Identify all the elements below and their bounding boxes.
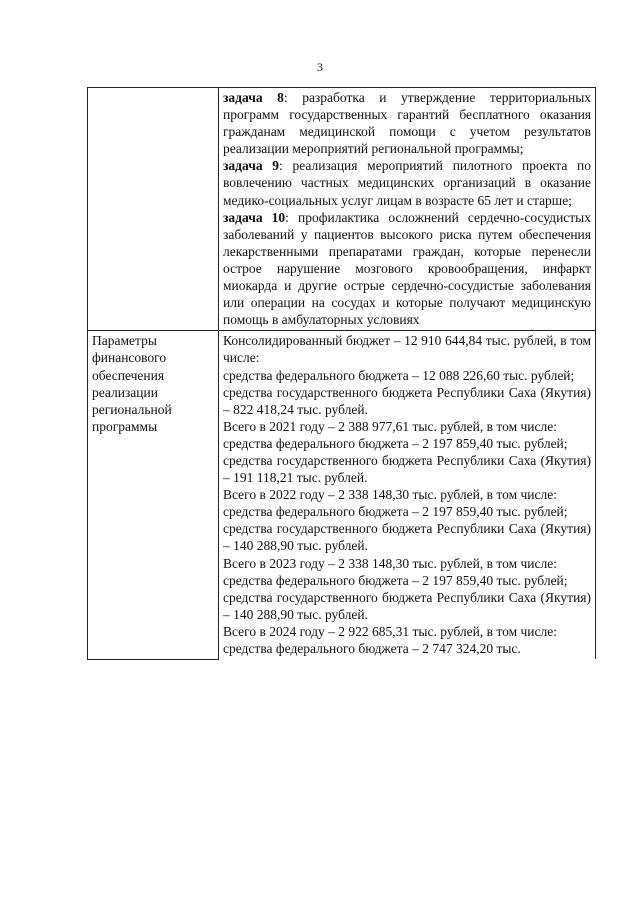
financing-line: Всего в 2022 году – 2 338 148,30 тыс. рублей, в том числе: <box>223 487 557 503</box>
task-10-paragraph <box>223 209 591 329</box>
financing-line: Всего в 2021 году – 2 388 977,61 тыс. рублей, в том числе: <box>223 418 557 434</box>
tasks-row-label-cell <box>88 88 219 331</box>
financing-label: Параметры финансового обеспечения реализации региональной программы <box>88 331 219 659</box>
financing-line: средства федерального бюджета – 2 197 859,40 тыс. рублей; <box>223 435 568 451</box>
financing-line: средства государственного бюджета Республики Саха (Якутия) – 140 288,90 тыс. рублей. <box>223 521 591 554</box>
task-9-title: задача 9 <box>223 158 280 174</box>
task-10-text: : профилактика осложнений сердечно-сосудистых заболеваний у пациентов высокого риска путем обеспечения лекарственными препаратами граждан, которые перенесли острое нарушение мозгового кровообращения, инфаркт миокарда и другие острые сердечно-сосудистые заболевания или операции на сосудах и которые получают медицинскую помощь в амбулаторных условиях <box>223 209 592 328</box>
task-8-title: задача 8 <box>223 90 284 105</box>
task-8-paragraph <box>223 89 591 157</box>
financing-line: Всего в 2024 году – 2 922 685,31 тыс. рублей, в том числе: <box>223 623 557 639</box>
financing-line: средства федерального бюджета – 2 747 324,20 тыс. <box>223 641 521 656</box>
task-9-text: : реализация мероприятий пилотного проекта по вовлечению частных медицинских организаций в оказание медико-социальных услуг лицам в возрасте 65 лет и старше; <box>223 158 591 208</box>
tasks-row <box>88 88 596 331</box>
financing-line: средства федерального бюджета – 2 197 859,40 тыс. рублей; <box>223 572 568 588</box>
financing-line: средства государственного бюджета Республики Саха (Якутия) – 191 118,21 тыс. рублей. <box>223 452 591 486</box>
financing-line: Консолидированный бюджет – 12 910 644,84 тыс. рублей, в том числе: <box>223 333 591 366</box>
financing-line: средства федерального бюджета – 12 088 226,60 тыс. рублей; <box>223 367 575 383</box>
task-8-text: : разработка и утверждение территориальных программ государственных гарантий бесплатного оказания гражданам медицинской помощи с учетом результатов реализации мероприятий региональной программы; <box>223 90 592 157</box>
financing-line: средства федерального бюджета – 2 197 859,40 тыс. рублей; <box>223 504 568 520</box>
financing-row <box>88 331 596 659</box>
page-number: 3 <box>317 60 323 74</box>
financing-content-cell <box>219 331 596 659</box>
financing-line: средства государственного бюджета Республики Саха (Якутия) – 140 288,90 тыс. рублей. <box>223 589 591 622</box>
task-10-title: задача 10 <box>223 209 286 225</box>
tasks-content-cell <box>219 88 596 331</box>
financing-line: Всего в 2023 году – 2 338 148,30 тыс. рублей, в том числе: <box>223 555 557 571</box>
task-9-paragraph <box>223 157 591 208</box>
financing-line: средства государственного бюджета Республики Саха (Якутия) – 822 418,24 тыс. рублей. <box>223 384 591 417</box>
program-passport-table <box>87 87 596 660</box>
